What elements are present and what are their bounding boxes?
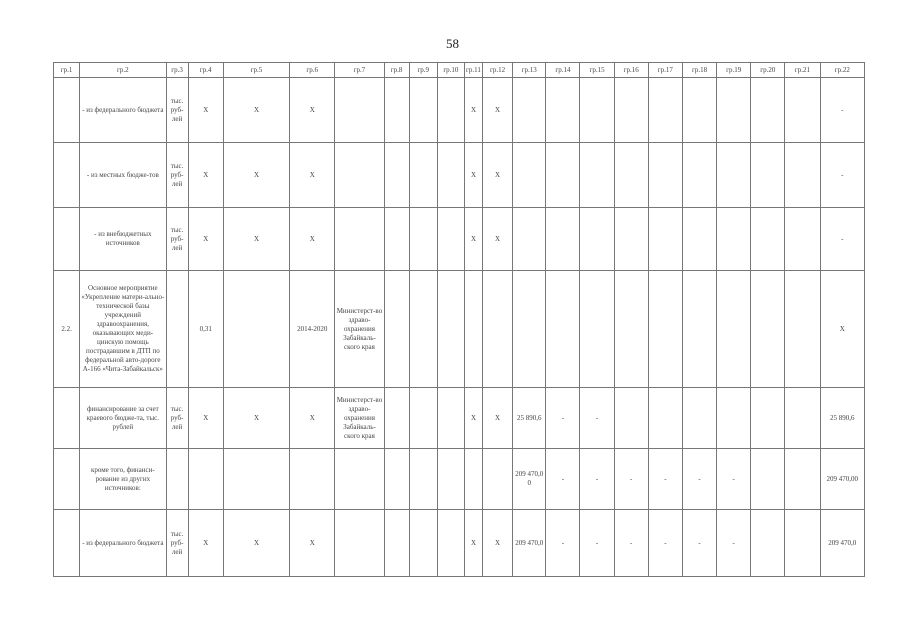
header-cell: гр.16 — [614, 63, 648, 78]
table-cell — [384, 143, 409, 208]
table-cell — [580, 271, 614, 388]
table-cell — [717, 143, 751, 208]
table-cell — [717, 78, 751, 143]
table-cell: - — [580, 388, 614, 449]
table-cell — [409, 208, 437, 271]
table-cell — [409, 78, 437, 143]
table-cell — [409, 510, 437, 577]
table-cell: - — [717, 449, 751, 510]
table-cell: X — [223, 510, 289, 577]
table-cell — [614, 388, 648, 449]
table-cell — [464, 271, 482, 388]
header-cell: гр.11 — [464, 63, 482, 78]
table-cell — [437, 510, 464, 577]
table-cell: X — [223, 388, 289, 449]
row-number-cell — [54, 510, 80, 577]
table-cell: X — [188, 78, 223, 143]
table-cell: X — [290, 388, 335, 449]
header-cell: гр.6 — [290, 63, 335, 78]
table-cell: X — [223, 143, 289, 208]
table-cell: - — [648, 510, 682, 577]
table-cell — [437, 388, 464, 449]
table-cell: 209 470,00 — [820, 449, 864, 510]
unit-cell — [166, 271, 188, 388]
table-cell: X — [290, 208, 335, 271]
header-cell: гр.9 — [409, 63, 437, 78]
table-cell: - — [546, 388, 580, 449]
table-cell: - — [682, 449, 716, 510]
table-row — [54, 208, 865, 271]
table-cell — [682, 143, 716, 208]
table-cell: X — [188, 388, 223, 449]
table-row — [54, 143, 865, 208]
unit-cell: тыс. руб-лей — [166, 78, 188, 143]
table-cell — [513, 143, 546, 208]
row-number-cell: 2.2. — [54, 271, 80, 388]
table-cell: - — [546, 449, 580, 510]
table-cell — [614, 271, 648, 388]
table-cell — [648, 78, 682, 143]
table-cell: X — [290, 143, 335, 208]
table-cell: - — [820, 208, 864, 271]
table-cell — [751, 449, 785, 510]
table-cell: - — [717, 510, 751, 577]
header-cell: гр.20 — [751, 63, 785, 78]
row-number-cell — [54, 143, 80, 208]
table-cell: X — [290, 510, 335, 577]
table-cell — [648, 143, 682, 208]
table-cell: X — [483, 78, 513, 143]
table-cell — [546, 143, 580, 208]
table-cell: X — [820, 271, 864, 388]
table-cell — [785, 449, 820, 510]
table-cell: - — [648, 449, 682, 510]
responsible-cell — [335, 143, 384, 208]
table-cell: 209 470,0 — [820, 510, 864, 577]
table-cell — [437, 208, 464, 271]
table-cell — [513, 78, 546, 143]
table-cell — [409, 143, 437, 208]
table-cell: X — [464, 388, 482, 449]
table-cell — [384, 208, 409, 271]
table-cell: X — [483, 388, 513, 449]
row-number-cell — [54, 78, 80, 143]
responsible-cell: Министерст-во здраво-охранения Забайкаль-ского края — [335, 271, 384, 388]
table-cell: 209 470,0 0 — [513, 449, 546, 510]
table-cell: X — [464, 510, 482, 577]
table-row — [54, 449, 865, 510]
unit-cell: тыс. руб-лей — [166, 143, 188, 208]
program-table — [53, 62, 865, 577]
row-number-cell — [54, 388, 80, 449]
table-cell — [188, 449, 223, 510]
table-cell: X — [464, 78, 482, 143]
responsible-cell — [335, 510, 384, 577]
description-cell: финансирование за счет краевого бюдже-та, тыс. рублей — [80, 388, 166, 449]
table-cell: - — [614, 510, 648, 577]
table-cell: 2014-2020 — [290, 271, 335, 388]
table-cell — [785, 208, 820, 271]
header-cell: гр.7 — [335, 63, 384, 78]
table-cell — [384, 449, 409, 510]
header-cell: гр.5 — [223, 63, 289, 78]
table-cell — [384, 388, 409, 449]
table-cell — [648, 271, 682, 388]
row-number-cell — [54, 449, 80, 510]
description-cell: - из местных бюдже-тов — [80, 143, 166, 208]
table-row — [54, 78, 865, 143]
table-cell: - — [682, 510, 716, 577]
table-row — [54, 271, 865, 388]
table-cell — [648, 388, 682, 449]
table-cell: - — [580, 449, 614, 510]
table-cell: X — [223, 78, 289, 143]
table-cell: 25 890,6 — [820, 388, 864, 449]
table-cell — [384, 271, 409, 388]
table-body — [54, 78, 865, 577]
table-cell — [546, 78, 580, 143]
table-cell — [513, 208, 546, 271]
description-cell: - из федерального бюджета — [80, 510, 166, 577]
table-cell — [682, 208, 716, 271]
table-row — [54, 510, 865, 577]
table-cell: X — [464, 208, 482, 271]
table-cell — [580, 208, 614, 271]
table-cell: X — [483, 510, 513, 577]
table-cell — [483, 271, 513, 388]
description-cell: Основное мероприятие «Укрепление матери-ально-технической базы учреждений здравоохранения, оказывающих меди-цинскую помощь пострадавшим в ДТП по федеральной авто-дороге А-166 «Чита-Забайкальск» — [80, 271, 166, 388]
table-cell — [223, 449, 289, 510]
header-cell: гр.13 — [513, 63, 546, 78]
table-cell: - — [614, 449, 648, 510]
table-cell — [682, 271, 716, 388]
table-cell: 25 890,6 — [513, 388, 546, 449]
header-cell: гр.14 — [546, 63, 580, 78]
table-cell — [785, 271, 820, 388]
table-cell — [483, 449, 513, 510]
header-cell: гр.18 — [682, 63, 716, 78]
table-cell — [785, 78, 820, 143]
header-cell: гр.22 — [820, 63, 864, 78]
header-cell: гр.8 — [384, 63, 409, 78]
header-cell: гр.15 — [580, 63, 614, 78]
table-cell — [648, 208, 682, 271]
table-cell — [614, 78, 648, 143]
table-cell — [785, 388, 820, 449]
table-cell: - — [820, 78, 864, 143]
table-cell: - — [820, 143, 864, 208]
row-number-cell — [54, 208, 80, 271]
table-cell — [717, 388, 751, 449]
header-cell: гр.3 — [166, 63, 188, 78]
unit-cell — [166, 449, 188, 510]
table-cell — [409, 388, 437, 449]
responsible-cell — [335, 449, 384, 510]
table-cell: X — [223, 208, 289, 271]
table-cell — [290, 449, 335, 510]
header-row — [54, 63, 865, 78]
responsible-cell: Министерст-во здраво-охранения Забайкаль-ского края — [335, 388, 384, 449]
header-cell: гр.21 — [785, 63, 820, 78]
header-cell: гр.17 — [648, 63, 682, 78]
table-row — [54, 388, 865, 449]
table-cell — [717, 271, 751, 388]
table-cell — [682, 388, 716, 449]
table-cell — [464, 449, 482, 510]
table-cell — [384, 510, 409, 577]
table-cell: X — [188, 143, 223, 208]
table-cell — [437, 449, 464, 510]
header-cell: гр.19 — [717, 63, 751, 78]
table-cell — [580, 78, 614, 143]
table-cell — [437, 271, 464, 388]
header-cell: гр.1 — [54, 63, 80, 78]
table-cell — [751, 510, 785, 577]
table-cell — [384, 78, 409, 143]
header-cell: гр.4 — [188, 63, 223, 78]
table-cell: X — [464, 143, 482, 208]
table-cell — [409, 449, 437, 510]
table-cell — [614, 143, 648, 208]
unit-cell: тыс. руб-лей — [166, 208, 188, 271]
table-cell — [785, 510, 820, 577]
table-cell — [682, 78, 716, 143]
page-number: 58 — [446, 36, 459, 51]
table-cell — [751, 208, 785, 271]
table-cell: 209 470,0 — [513, 510, 546, 577]
unit-cell: тыс. руб-лей — [166, 388, 188, 449]
description-cell: - из внебюджетных источников — [80, 208, 166, 271]
table-cell — [437, 143, 464, 208]
table-cell — [751, 143, 785, 208]
table-cell — [546, 271, 580, 388]
header-cell: гр.12 — [483, 63, 513, 78]
unit-cell: тыс. руб-лей — [166, 510, 188, 577]
table-cell — [409, 271, 437, 388]
table-cell: X — [188, 208, 223, 271]
header-cell: гр.2 — [80, 63, 166, 78]
table-cell — [614, 208, 648, 271]
description-cell: - из федерального бюджета — [80, 78, 166, 143]
responsible-cell — [335, 78, 384, 143]
responsible-cell — [335, 208, 384, 271]
table-cell: X — [188, 510, 223, 577]
description-cell: кроме того, финанси-рование из других источников: — [80, 449, 166, 510]
table-cell: X — [290, 78, 335, 143]
table-cell — [751, 271, 785, 388]
table-cell — [785, 143, 820, 208]
table-cell: X — [483, 208, 513, 271]
table-cell — [751, 78, 785, 143]
table-cell — [437, 78, 464, 143]
table-cell: - — [580, 510, 614, 577]
table-cell: 0,31 — [188, 271, 223, 388]
header-cell: гр.10 — [437, 63, 464, 78]
table-cell — [717, 208, 751, 271]
table-cell — [223, 271, 289, 388]
table-cell: - — [546, 510, 580, 577]
table-cell — [751, 388, 785, 449]
table-cell: X — [483, 143, 513, 208]
table-cell — [580, 143, 614, 208]
table-cell — [513, 271, 546, 388]
table-cell — [546, 208, 580, 271]
